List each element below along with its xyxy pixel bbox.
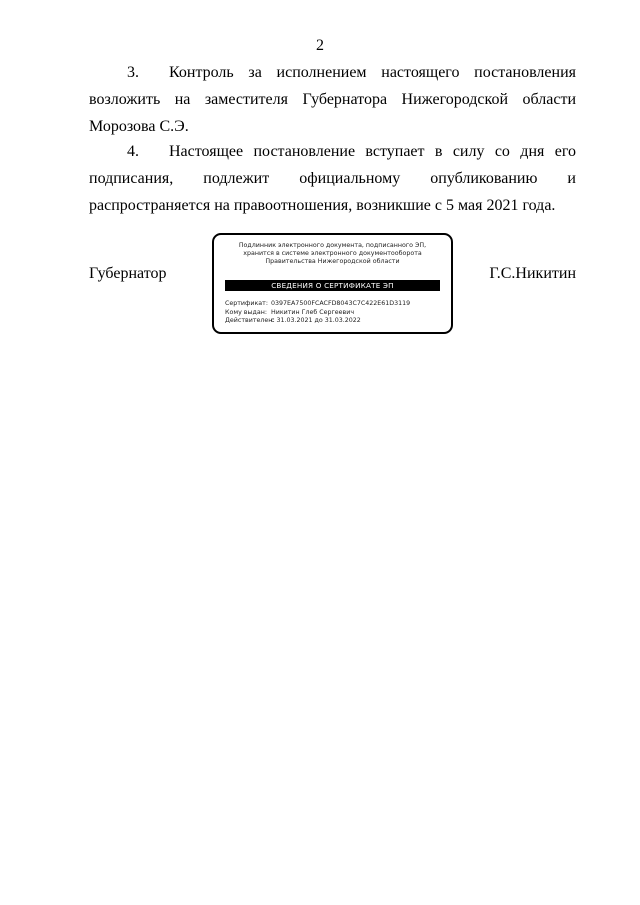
paragraph-3-first-line — [89, 59, 576, 86]
paragraph-3-rest-text: возложить на заместителя Губернатора Нижегородской области Морозова С.Э. — [89, 91, 576, 135]
stamp-issued-to-row — [225, 309, 445, 318]
stamp-header — [218, 242, 447, 266]
stamp-header-line: хранится в системе электронного документооборота — [243, 250, 422, 257]
valid-label: Действителен: — [225, 317, 275, 324]
stamp-validity-row — [225, 317, 445, 326]
signatory-name: Г.С.Никитин — [489, 265, 576, 282]
stamp-header-line: Правительства Нижегородской области — [265, 258, 400, 265]
electronic-signature-stamp — [212, 233, 453, 334]
signatory-position: Губернатор — [89, 265, 167, 282]
certificate-value: 0397EA7500FCACFD8043C7C422E61D3119 — [271, 300, 411, 307]
issued-to-label: Кому выдан: — [225, 308, 267, 316]
paragraph-4-number: 4. — [127, 143, 139, 160]
stamp-certificate-row — [225, 300, 445, 309]
paragraph-4-first-line — [89, 138, 576, 165]
valid-value: с 31.03.2021 до 31.03.2022 — [271, 317, 361, 324]
paragraph-3 — [89, 59, 576, 140]
certificate-label: Сертификат: — [225, 300, 268, 307]
paragraph-4-first-text: Настоящее постановление вступает в силу со дня его — [169, 143, 576, 160]
page-number: 2 — [316, 37, 324, 54]
paragraph-4 — [89, 138, 576, 219]
paragraph-3-number: 3. — [127, 64, 139, 81]
stamp-title: СВЕДЕНИЯ О СЕРТИФИКАТЕ ЭП — [225, 280, 440, 291]
paragraph-3-first-text: Контроль за исполнением настоящего постановления — [169, 64, 576, 81]
paragraph-4-rest-text: подписания, подлежит официальному опубликованию и распространяется на правоотношения, возникшие с 5 мая 2021 года. — [89, 170, 576, 214]
stamp-header-line: Подлинник электронного документа, подписанного ЭП, — [238, 242, 427, 249]
stamp-details — [225, 300, 445, 326]
issued-to-value: Никитин Глеб Сергеевич — [271, 308, 355, 316]
